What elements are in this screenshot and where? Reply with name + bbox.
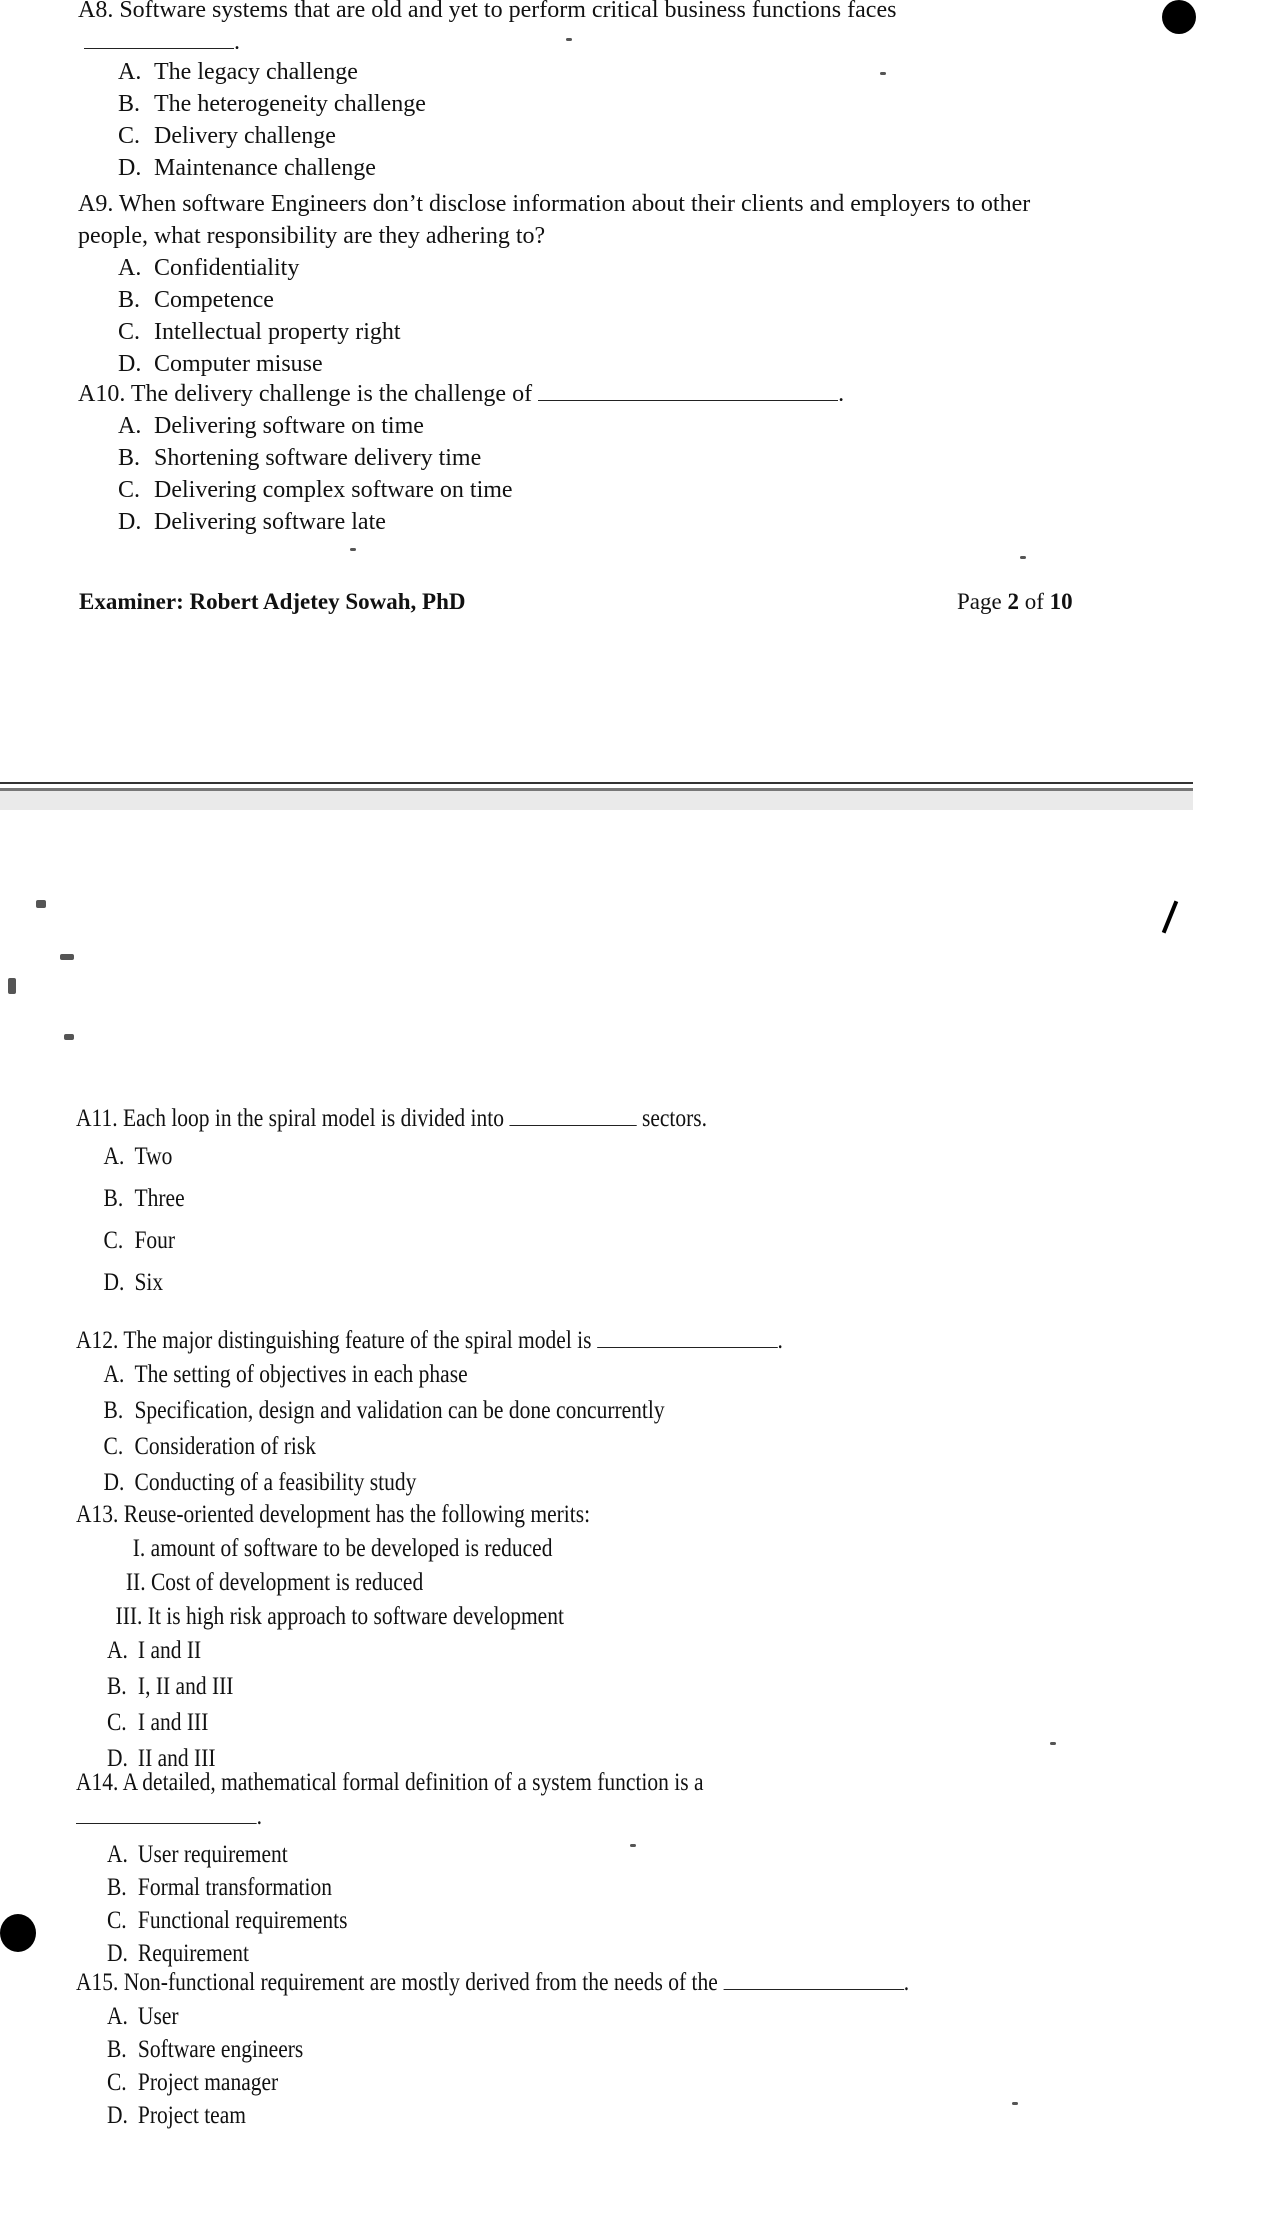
options-list xyxy=(76,1838,1022,1970)
statement-iii: III. It is high risk approach to software development xyxy=(115,1603,564,1630)
option-a: A. Delivering software on time xyxy=(118,413,424,439)
option-c: C. Four xyxy=(103,1227,176,1254)
question-a14 xyxy=(76,1766,1076,1970)
option-d: D. Requirement xyxy=(106,1940,249,1967)
options-list xyxy=(76,1358,1022,1502)
question-stem: A11. Each loop in the spiral model is divided into sectors. xyxy=(76,1105,708,1132)
answer-blank xyxy=(509,1105,636,1126)
option-a: A. The setting of objectives in each phase xyxy=(103,1361,468,1388)
question-a15 xyxy=(76,1966,1076,2132)
page-divider-band xyxy=(0,788,1193,810)
option-b: B. Specification, design and validation can be done concurrently xyxy=(103,1397,665,1424)
answer-blank: . xyxy=(78,26,1078,56)
exam-page-2 xyxy=(0,0,1277,790)
question-a12 xyxy=(76,1324,1076,1502)
question-stem: A14. A detailed, mathematical formal definition of a system function is a xyxy=(76,1769,704,1796)
question-a13 xyxy=(76,1498,1076,1778)
option-c: C. Functional requirements xyxy=(106,1907,348,1934)
option-b: B. I, II and III xyxy=(106,1673,234,1700)
options-list xyxy=(78,56,1078,184)
option-c: C. Delivering complex software on time xyxy=(118,477,513,503)
question-stem: A12. The major distinguishing feature of the spiral model is . xyxy=(76,1327,783,1354)
option-d: D. Project team xyxy=(106,2102,246,2129)
option-d: D. Conducting of a feasibility study xyxy=(103,1469,417,1496)
option-d: D. Maintenance challenge xyxy=(118,155,376,181)
question-a10 xyxy=(78,378,1078,538)
statement-i: I. amount of software to be developed is reduced xyxy=(132,1535,553,1562)
options-list xyxy=(76,1136,1022,1304)
answer-blank xyxy=(538,380,838,401)
option-d: D. Six xyxy=(103,1269,164,1296)
statement-ii: II. Cost of development is reduced xyxy=(125,1569,424,1596)
option-b: B. Shortening software delivery time xyxy=(118,445,482,471)
question-a9 xyxy=(78,188,1088,380)
pen-mark xyxy=(1162,900,1178,933)
options-list xyxy=(76,1634,1022,1778)
option-c: C. Project manager xyxy=(106,2069,279,2096)
question-stem: A9. When software Engineers don’t disclose information about their clients and employers to other people, what responsibility are they adhering to? xyxy=(78,191,1031,249)
question-stem: A13. Reuse-oriented development has the following merits: xyxy=(76,1501,591,1528)
option-a: A. Two xyxy=(103,1143,173,1170)
option-d: D. Computer misuse xyxy=(118,351,323,377)
option-a: A. User requirement xyxy=(106,1841,288,1868)
options-list xyxy=(76,2000,1022,2132)
question-a8 xyxy=(78,0,1078,184)
answer-blank xyxy=(597,1327,778,1348)
options-list xyxy=(78,410,1078,538)
punch-hole-dot xyxy=(0,1914,36,1952)
question-stem: A10. The delivery challenge is the challenge of . xyxy=(78,381,845,407)
option-b: B. The heterogeneity challenge xyxy=(118,91,426,117)
option-b: B. Three xyxy=(103,1185,185,1212)
punch-hole-dot xyxy=(1162,0,1196,34)
exam-page-3 xyxy=(0,812,1277,2226)
options-list xyxy=(78,252,1088,380)
question-stem: A15. Non-functional requirement are mostly derived from the needs of the . xyxy=(76,1969,910,1996)
option-b: B. Formal transformation xyxy=(106,1874,332,1901)
question-a11 xyxy=(76,1102,1076,1304)
option-a: A. The legacy challenge xyxy=(118,59,358,85)
page-divider-line xyxy=(0,782,1193,784)
answer-blank: . xyxy=(76,1800,1022,1838)
examiner-footer: Examiner: Robert Adjetey Sowah, PhD xyxy=(79,589,466,614)
option-b: B. Software engineers xyxy=(106,2036,304,2063)
option-a: A. Confidentiality xyxy=(118,255,300,281)
option-c: C. I and III xyxy=(106,1709,209,1736)
statements-list xyxy=(76,1532,1022,1634)
question-stem: A8. Software systems that are old and yet to perform critical business functions faces xyxy=(78,0,897,23)
answer-blank xyxy=(723,1969,904,1990)
option-a: A. I and II xyxy=(106,1637,202,1664)
page-number-footer: Page 2 of 10 xyxy=(957,589,1073,614)
option-c: C. Consideration of risk xyxy=(103,1433,317,1460)
option-a: A. User xyxy=(106,2003,179,2030)
option-b: B. Competence xyxy=(118,287,274,313)
option-d: D. II and III xyxy=(106,1745,216,1772)
option-c: C. Delivery challenge xyxy=(118,123,336,149)
option-c: C. Intellectual property right xyxy=(118,319,401,345)
option-d: D. Delivering software late xyxy=(118,509,386,535)
